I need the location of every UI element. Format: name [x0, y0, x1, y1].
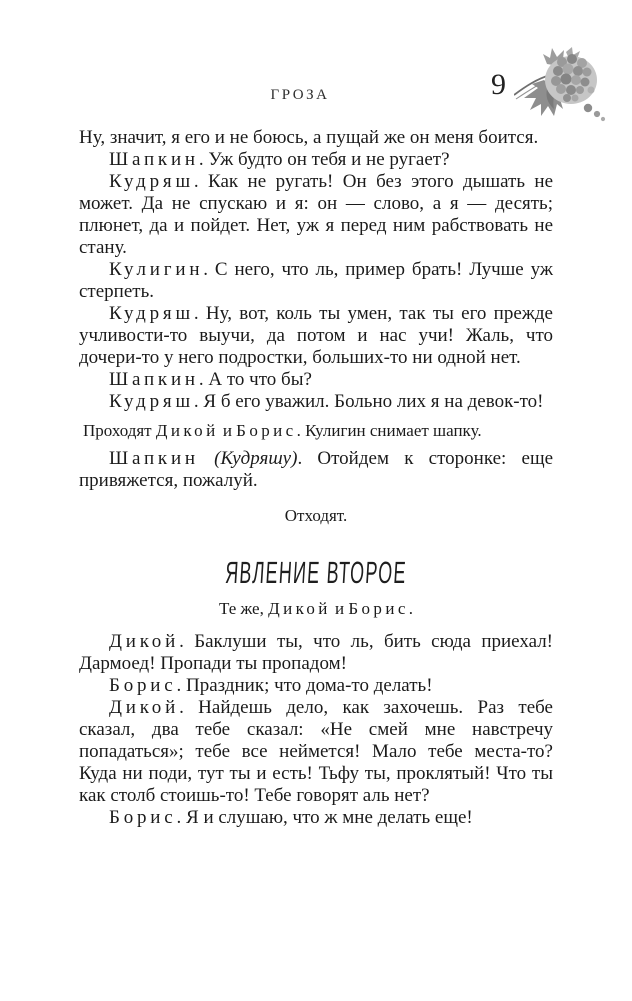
speech-paragraph: Борис. Я и слушаю, что ж мне делать еще!	[109, 807, 473, 828]
speech-paragraph: Кулигин. С него, что ль, пример брать! Лучше уж стерпеть.	[79, 259, 553, 302]
stage-direction-centered: Отходят.	[284, 506, 348, 525]
speech-paragraph: Дикой. Баклуши ты, что ль, бить сюда приехал! Дармоед! Пропади ты пропадом!	[79, 631, 553, 674]
speech-paragraph: Кудряш. Ну, вот, коль ты умен, так ты его прежде учливости-то выучи, да потом и нас учи! Жаль, что дочери-то у него подростки, больших-то ни одной нет.	[79, 303, 553, 368]
character-name: Борис	[348, 599, 409, 618]
speaker-name: Шапкин	[109, 448, 199, 469]
speaker-name: Шапкин	[109, 369, 199, 390]
floral-ornament-icon	[514, 46, 610, 128]
cast-list: Те же, Дикой и Борис.	[218, 599, 414, 618]
scene-heading: ЯВЛЕНИЕ ВТОРОЕ	[224, 555, 408, 590]
running-title: ГРОЗА	[270, 87, 330, 103]
speaker-name: Дикой	[109, 697, 180, 718]
speech-paragraph: Борис. Праздник; что дома-то делать!	[109, 675, 433, 696]
speaker-name: Кудряш	[109, 303, 194, 324]
speaker-name: Борис	[109, 675, 177, 696]
character-name: Дикой	[155, 421, 219, 440]
speaker-name: Кудряш	[109, 391, 194, 412]
speaker-name: Дикой	[109, 631, 180, 652]
speech-paragraph: Кудряш. Как не ругать! Он без этого дышать не может. Да не спускаю и я: он — слово, а я — десять; плюнет, да и пойдет. Нет, уж я перед ним рабствовать не стану.	[79, 171, 553, 258]
speech-paragraph: Дикой. Найдешь дело, как захочешь. Раз тебе сказал, два тебе сказал: «Не смей мне навстречу попадаться»; тебе все неймется! Мало тебе места-то? Куда ни поди, тут ты и есть! Тьфу ты, проклятый! Что ты как столб стоишь-то! Тебе говорят аль нет?	[79, 697, 553, 806]
stage-note: (Кудряшу)	[214, 448, 298, 469]
continuation-paragraph: Ну, значит, я его и не боюсь, а пущай же он меня боится.	[79, 127, 539, 148]
speech-paragraph: Шапкин. Уж будто он тебя и не ругает?	[109, 149, 450, 170]
speaker-name: Борис	[109, 807, 177, 828]
speaker-name: Шапкин	[109, 149, 199, 170]
speech-paragraph: Шапкин (Кудряшу). Отойдем к сторонке: еще привяжется, пожалуй.	[79, 448, 554, 491]
speaker-name: Кулигин	[109, 259, 204, 280]
page-number: 9	[491, 68, 506, 101]
stage-direction: Проходят Дикой и Борис. Кулигин снимает шапку.	[83, 421, 482, 440]
speaker-name: Кудряш	[109, 171, 194, 192]
page-text	[79, 127, 553, 829]
character-name: Борис	[236, 421, 297, 440]
speech-paragraph: Кудряш. Я б его уважил. Больно лих я на девок-то!	[109, 391, 544, 412]
speech-paragraph: Шапкин. А то что бы?	[109, 369, 312, 390]
character-name: Дикой	[268, 599, 331, 618]
